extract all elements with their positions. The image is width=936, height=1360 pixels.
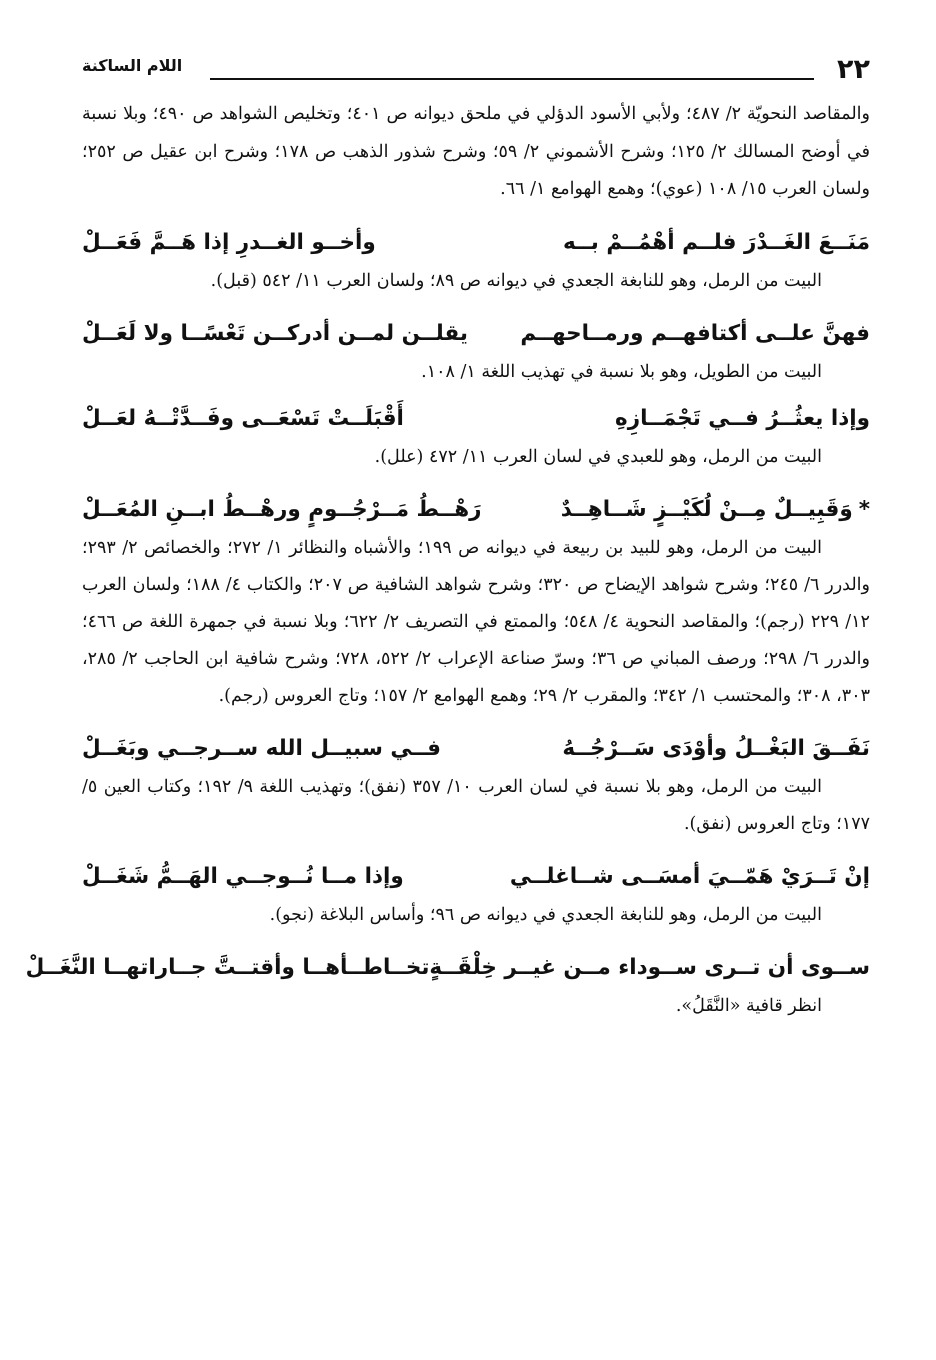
verse-line — [82, 490, 870, 530]
verse-first-hemistich — [561, 490, 870, 530]
verse-note: البيت من الرمل، وهو للعبدي في لسان العرب ١١/ ٤٧٢ (علل). — [374, 446, 822, 467]
verse-second-hemistich: وإذا مــا نُــوجــي الهَــمُّ شَغَــلْ — [82, 863, 404, 889]
verse-second-hemistich: يقلــن لمــن أدركــن تَعْسًــا ولا لَعَــلْ — [82, 320, 468, 346]
verse-line — [82, 399, 870, 439]
verse-first-hemistich: فهنَّ علــى أكتافهــم ورمــاحهــم — [520, 320, 870, 346]
verse-first-hemistich: نَفَــقَ البَغْــلُ وأوْدَى سَــرْجُــهُ — [562, 735, 870, 761]
verse-note: انظر قافية «النَّقَلُ». — [675, 995, 822, 1016]
verse-first-hemistich-text: وَقَبِيــلٌ مِــنْ لُكَيْــزٍ شَــاهِــدٌ — [560, 496, 853, 522]
verse-line — [82, 857, 870, 897]
verse-note: البيت من الرمل، وهو للبيد بن ربيعة في ديوانه ص ١٩٩؛ والأشباه والنظائر ١/ ٢٧٢؛ والخصائص ٢/ ٢٩٣؛ والدرر ٦/ ٢٤٥؛ وشرح شواهد الإيضاح ص ٣٢٠؛ وشرح شواهد الشافية ص ٢٠٧؛ والكتاب ٤/ ١٨٨؛ ولسان العرب ١٢/ ٢٢٩ (رجم)؛ والمقاصد النحوية ٤/ ٥٤٨؛ والممتع في التصريف ٢/ ٦٢٢؛ وبلا نسبة في جمهرة اللغة ص ٤٦٦؛ والدرر ٦/ ٢٩٨؛ ورصف المباني ص ٣٦؛ وسرّ صناعة الإعراب ٢/ ٥٢٢، ٧٢٨؛ وشرح شافية ابن الحاجب ٢/ ٢٨٥، ٣٠٣، ٣٠٨؛ والمحتسب ١/ ٣٤٢؛ والمقرب ٢/ ٢٩؛ وهمع الهوامع ٢/ ١٥٧؛ وتاج العروس (رجم). — [82, 537, 870, 706]
verse-second-hemistich: فــي سبيــل الله ســرجــي وبَغَــلْ — [82, 735, 441, 761]
verse-note: البيت من الرمل، وهو للنابغة الجعدي في ديوانه ص ٩٦؛ وأساس البلاغة (نجو). — [269, 904, 822, 925]
verse-second-hemistich: وأخــو الغــدرِ إذا هَــمَّ فَعَــلْ — [82, 229, 376, 255]
verse-first-hemistich: إنْ تَــرَيْ هَمّــيَ أمسَــى شــاغلــي — [509, 863, 870, 889]
verse-line — [82, 314, 870, 354]
verse-line — [82, 729, 870, 769]
verse-line — [82, 223, 870, 263]
verse-line — [25, 948, 870, 988]
page-number: ٢٢ — [837, 54, 870, 85]
intro-footnote: والمقاصد النحويّة ٢/ ٤٨٧؛ ولأبي الأسود الدؤلي في ملحق ديوانه ص ٤٠١؛ وتخليص الشواهد ص ٤٩٠؛ وبلا نسبة في أوضح المسالك ٢/ ١٢٥؛ وشرح الأشموني ٢/ ٥٩؛ وشرح شذور الذهب ص ١٧٨؛ وشرح ابن عقيل ص ٢٥٢؛ ولسان العرب ١٥/ ١٠٨ (عوي)؛ وهمع الهوامع ١/ ٦٦. — [82, 104, 870, 199]
verse-note: البيت من الرمل، وهو بلا نسبة في لسان العرب ١٠/ ٣٥٧ (نفق)؛ وتهذيب اللغة ٩/ ١٩٢؛ وكتاب العين ٥/ ١٧٧؛ وتاج العروس (نفق). — [82, 776, 870, 834]
page-header — [82, 52, 870, 88]
verse-first-hemistich: وإذا يعثُــرُ فــي تَجْمَــازِهِ — [615, 405, 870, 431]
verse-second-hemistich: تخــاطــأهــا وأقتــتَّ جــاراتهــا النَّغَــلْ — [25, 954, 430, 980]
page-body — [25, 96, 870, 1025]
verse-second-hemistich: أَقْبَلَــتْ تَسْعَــى وفَــدَّتْــهُ لعَــلْ — [82, 405, 404, 431]
verse-first-hemistich: ســوى أن تــرى ســوداء مــن غيــر خِلْقَــةٍ — [429, 954, 870, 980]
running-title: اللام الساكنة — [82, 56, 183, 75]
verse-note: البيت من الرمل، وهو للنابغة الجعدي في ديوانه ص ٨٩؛ ولسان العرب ١١/ ٥٤٢ (قبل). — [210, 270, 822, 291]
header-rule — [210, 78, 814, 80]
verse-second-hemistich: رَهْــطُ مَــرْجُــومٍ ورهْــطُ ابــنِ المُعَــلْ — [82, 496, 482, 522]
verse-first-hemistich: مَنَــعَ الغَــدْرَ فلــم أهْمُــمْ بــه — [563, 229, 870, 255]
star-marker: * — [858, 496, 870, 522]
verse-note: البيت من الطويل، وهو بلا نسبة في تهذيب اللغة ١/ ١٠٨. — [421, 361, 822, 382]
